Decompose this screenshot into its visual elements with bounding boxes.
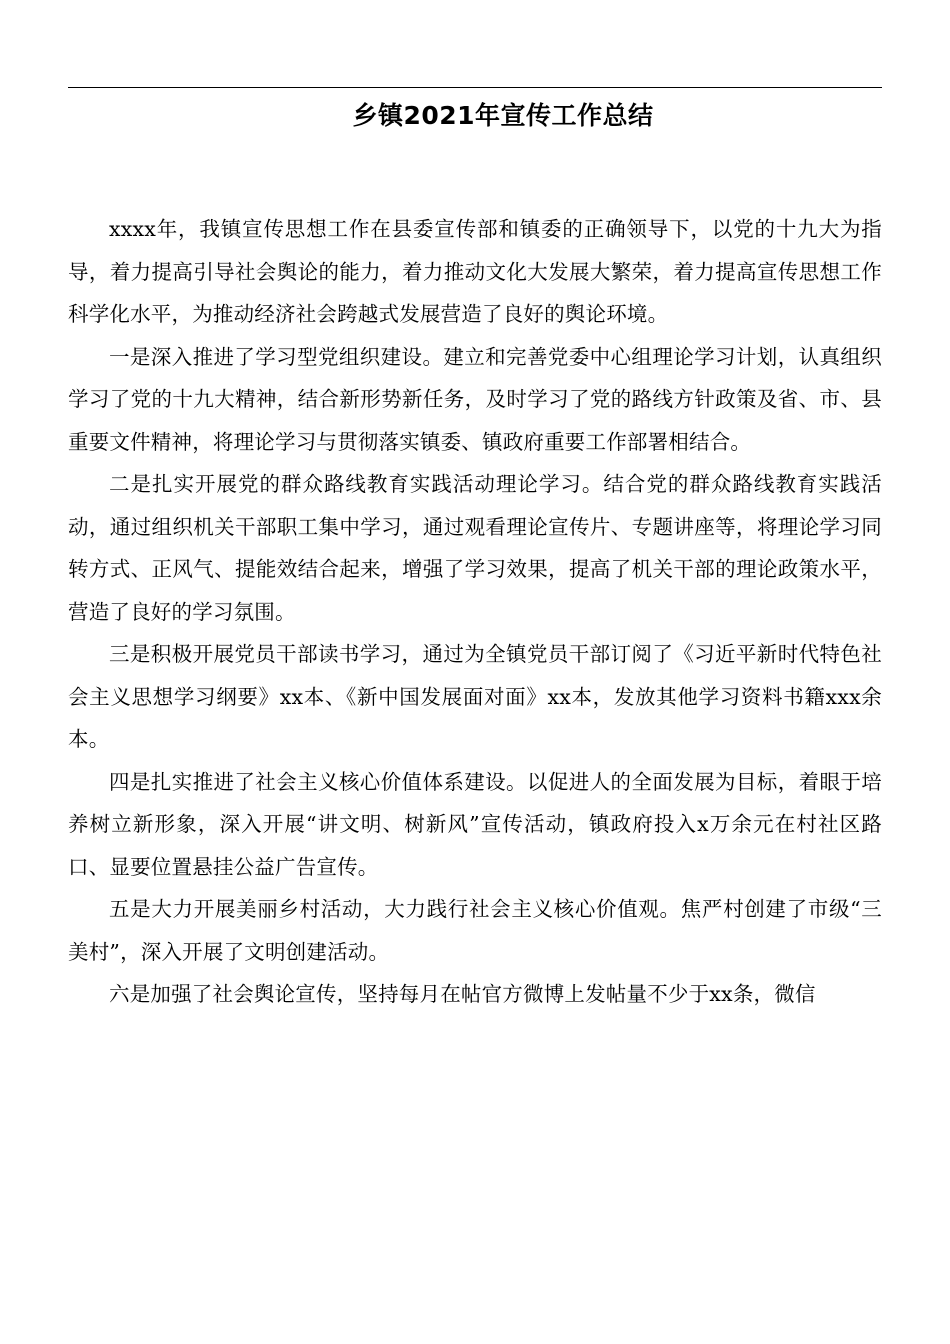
paragraph-two: 二是扎实开展党的群众路线教育实践活动理论学习。结合党的群众路线教育实践活动，通过组织机关干部职工集中学习，通过观看理论宣传片、专题讲座等，将理论学习同转方式、正风气、提能效结合起来，增强了学习效果，提高了机关干部的理论政策水平，营造了良好的学习氛围。 bbox=[68, 472, 882, 624]
paragraph-six: 六是加强了社会舆论宣传，坚持每月在帖官方微博上发帖量不少于xx条，微信 bbox=[109, 982, 816, 1006]
document-title: 乡镇2021年宣传工作总结 bbox=[352, 101, 654, 130]
paragraph-one: 一是深入推进了学习型党组织建设。建立和完善党委中心组理论学习计划，认真组织学习了党的十九大精神，结合新形势新任务，及时学习了党的路线方针政策及省、市、县重要文件精神，将理论学习与贯彻落实镇委、镇政府重要工作部署相结合。 bbox=[68, 344, 882, 454]
paragraph-four: 四是扎实推进了社会主义核心价值体系建设。以促进人的全面发展为目标，着眼于培养树立新形象，深入开展“讲文明、树新风”宣传活动，镇政府投入x万余元在村社区路口、显要位置悬挂公益广告宣传。 bbox=[68, 769, 882, 879]
paragraph-three: 三是积极开展党员干部读书学习，通过为全镇党员干部订阅了《习近平新时代特色社会主义思想学习纲要》xx本、《新中国发展面对面》xx本，发放其他学习资料书籍xxx余本。 bbox=[68, 642, 882, 751]
paragraph-intro: xxxx年，我镇宣传思想工作在县委宣传部和镇委的正确领导下，以党的十九大为指导，着力提高引导社会舆论的能力，着力推动文化大发展大繁荣，着力提高宣传思想工作科学化水平，为推动经济社会跨越式发展营造了良好的舆论环境。 bbox=[68, 217, 882, 326]
document-body bbox=[68, 208, 882, 1016]
paragraph-five: 五是大力开展美丽乡村活动，大力践行社会主义核心价值观。焦严村创建了市级“三美村”，深入开展了文明创建活动。 bbox=[68, 897, 882, 964]
header-rule bbox=[68, 87, 882, 88]
